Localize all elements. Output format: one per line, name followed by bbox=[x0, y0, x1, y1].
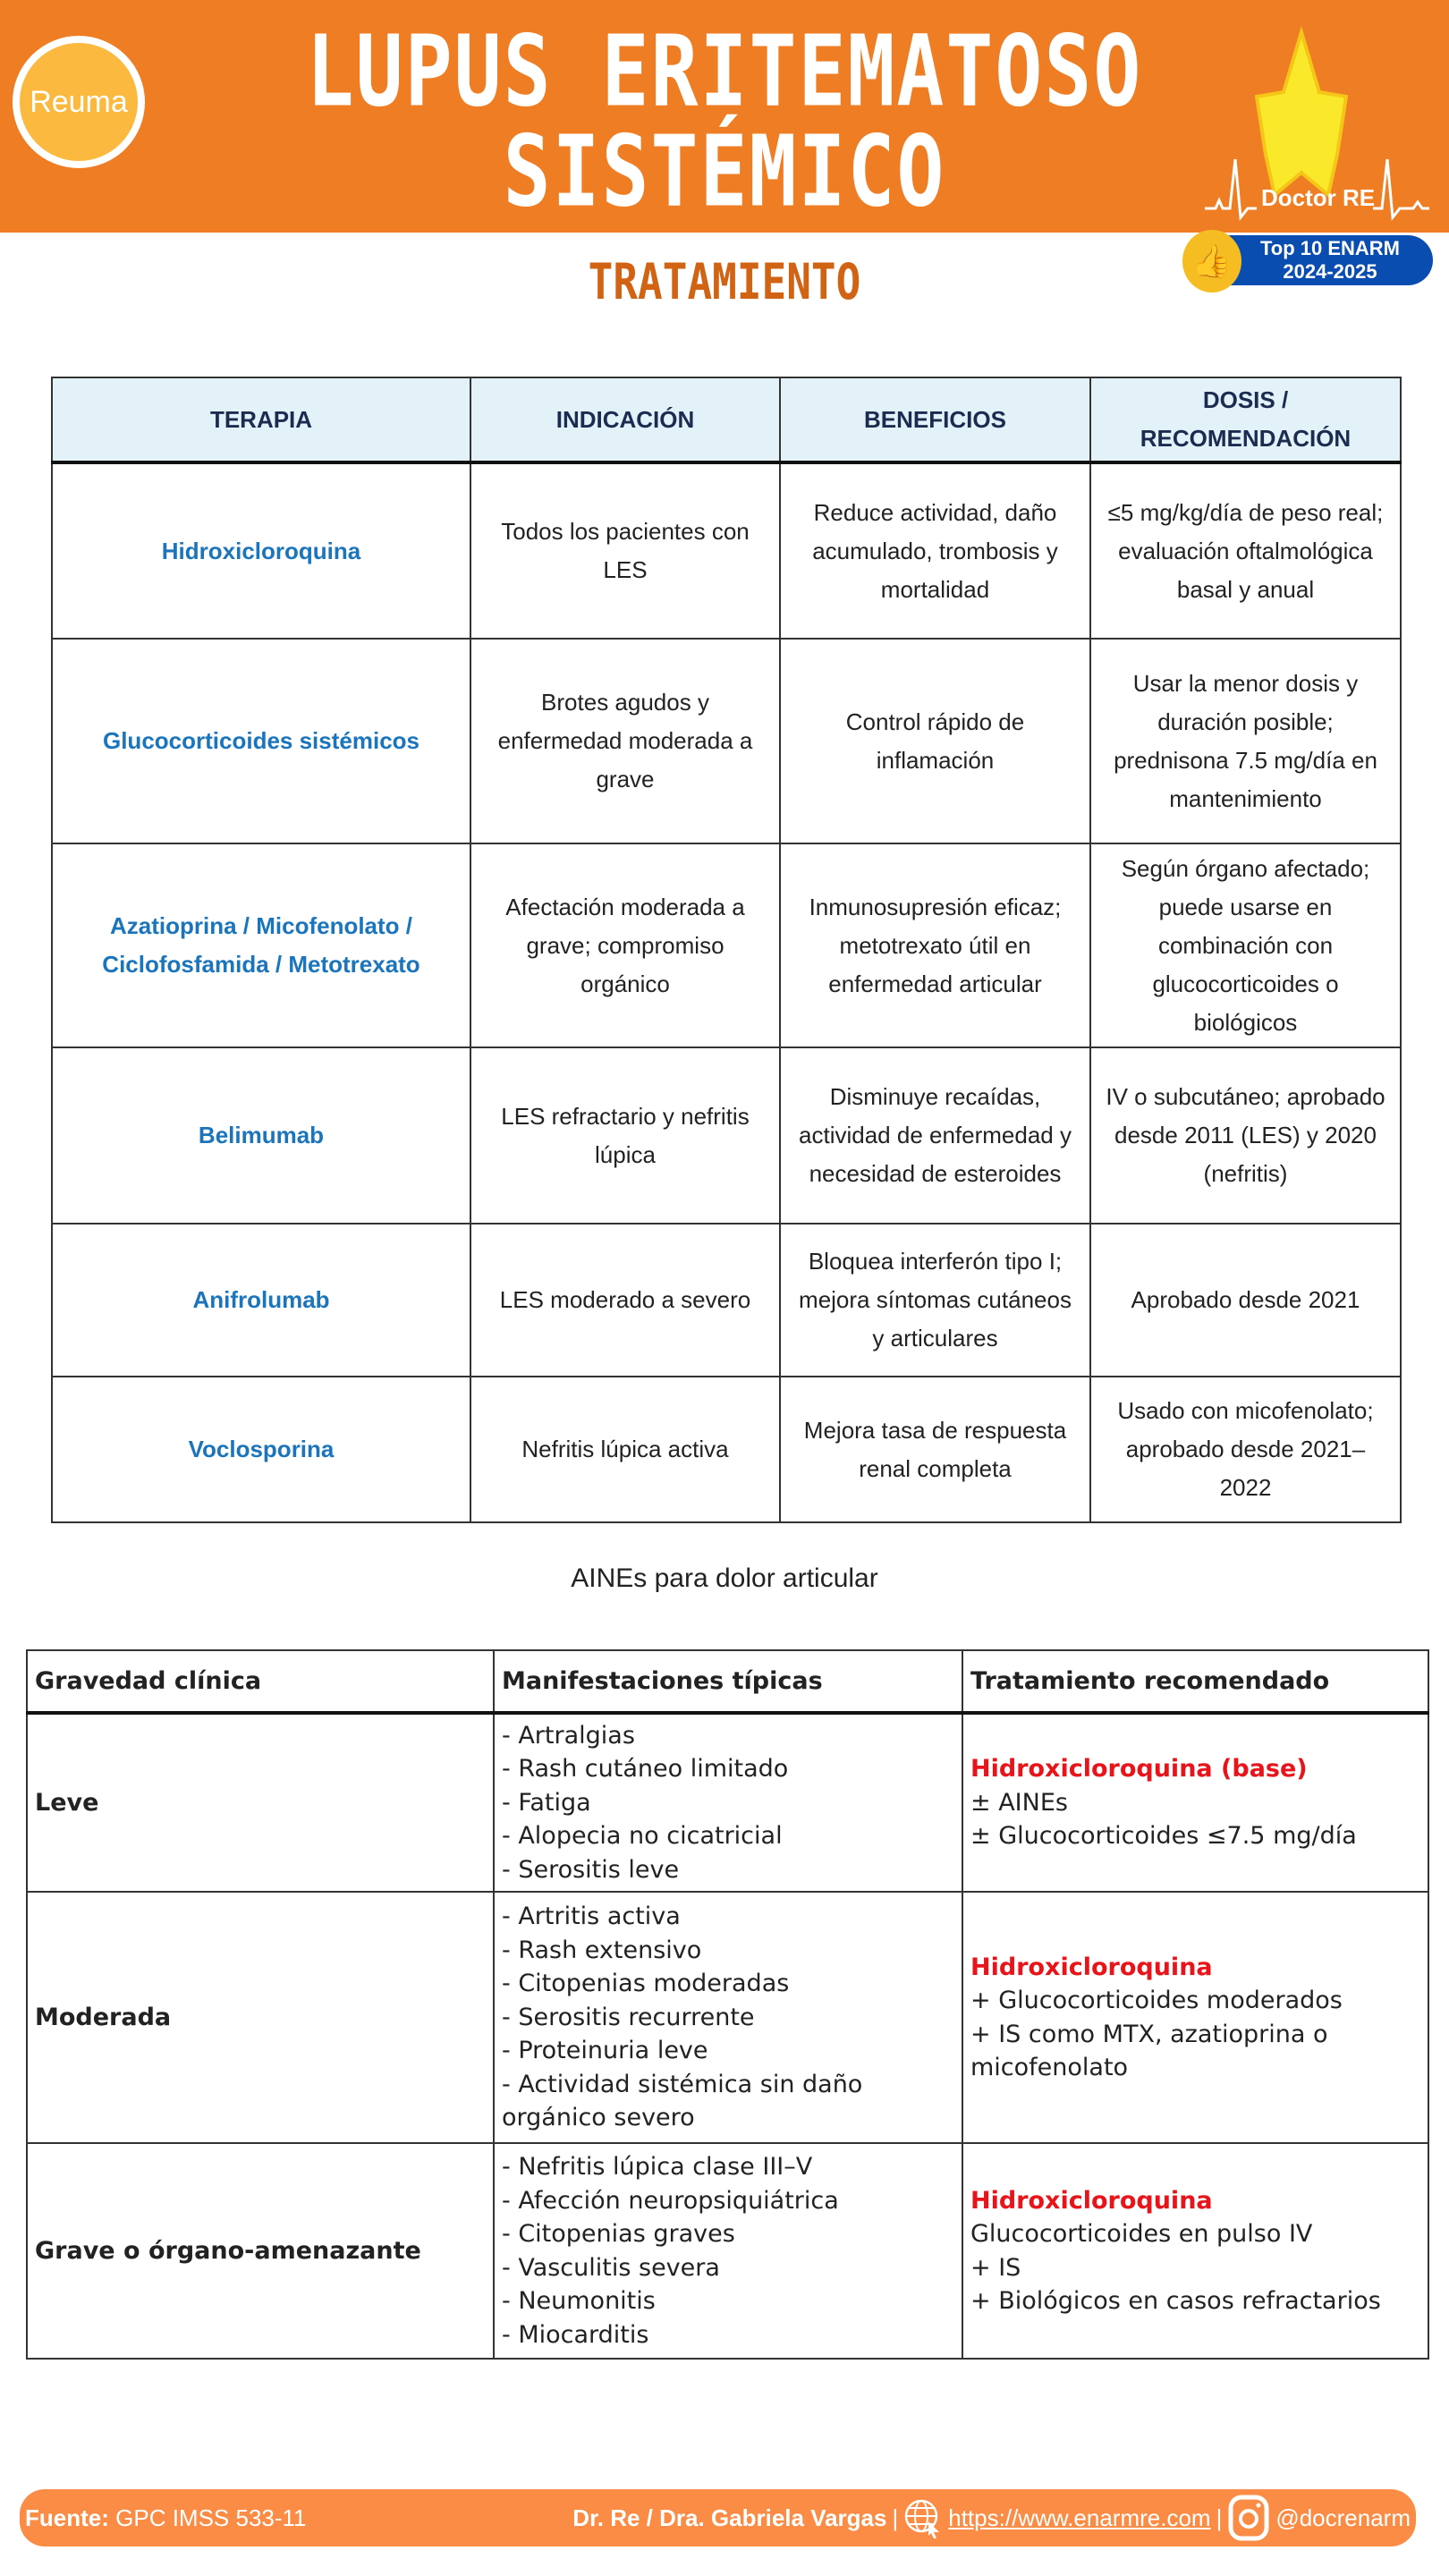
website-link[interactable]: https://www.enarmre.com bbox=[948, 2504, 1211, 2531]
indication: LES moderado a severo bbox=[470, 1224, 780, 1377]
manifestation-item: - Nefritis lúpica clase III–V bbox=[502, 2153, 813, 2181]
therapy-name: Hidroxicloroquina bbox=[52, 462, 470, 639]
manifestation-item: - Actividad sistémica sin daño orgánico severo bbox=[502, 2070, 863, 2132]
page-title-line2: SISTÉMICO bbox=[503, 114, 946, 229]
manifestation-item: - Miocarditis bbox=[502, 2320, 649, 2349]
treatment-item: + IS bbox=[970, 2253, 1021, 2282]
authors: Dr. Re / Dra. Gabriela Vargas bbox=[572, 2504, 887, 2531]
treatment-item: Glucocorticoides en pulso IV bbox=[970, 2220, 1313, 2248]
source-label: Fuente: bbox=[25, 2504, 109, 2531]
manifestation-item: - Neumonitis bbox=[502, 2287, 656, 2315]
benefits: Inmunosupresión eficaz; metotrexato útil en enfermedad articular bbox=[780, 843, 1090, 1047]
treatment-item: ± Glucocorticoides ≤7.5 mg/día bbox=[970, 1822, 1357, 1851]
table-row bbox=[52, 843, 1401, 1047]
indication: Todos los pacientes con LES bbox=[470, 462, 780, 639]
page-title-line1: LUPUS ERITEMATOSO bbox=[306, 13, 1143, 129]
benefits: Mejora tasa de respuesta renal completa bbox=[780, 1377, 1090, 1522]
benefits: Bloquea interferón tipo I; mejora síntomas cutáneos y articulares bbox=[780, 1224, 1090, 1377]
star-icon bbox=[1257, 32, 1346, 195]
dosage: ≤5 mg/kg/día de peso real; evaluación oftalmológica basal y anual bbox=[1090, 462, 1401, 639]
reuma-badge: Reuma bbox=[13, 36, 145, 168]
column-header: BENEFICIOS bbox=[780, 377, 1090, 462]
treatment-highlight: Hidroxicloroquina (base) bbox=[970, 1755, 1308, 1784]
manifestation-item: - Proteinuria leve bbox=[502, 2037, 708, 2065]
dosage: Aprobado desde 2021 bbox=[1090, 1224, 1401, 1377]
severity: Moderada bbox=[27, 1892, 494, 2143]
table-row bbox=[27, 2143, 1428, 2359]
column-header: TERAPIA bbox=[52, 377, 470, 462]
table-row bbox=[52, 1047, 1401, 1224]
manifestation-item: - Citopenias moderadas bbox=[502, 1970, 790, 1998]
dosage: IV o subcutáneo; aprobado desde 2011 (LES) y 2020 (nefritis) bbox=[1090, 1047, 1401, 1224]
treatment bbox=[962, 1713, 1428, 1892]
globe-icon bbox=[903, 2496, 943, 2539]
dosage: Según órgano afectado; puede usarse en combinación con glucocorticoides o biológicos bbox=[1090, 843, 1401, 1047]
treatment-highlight: Hidroxicloroquina bbox=[970, 2186, 1213, 2215]
instagram-icon bbox=[1227, 2495, 1270, 2541]
dosage: Usar la menor dosis y duración posible; prednisona 7.5 mg/día en mantenimiento bbox=[1090, 639, 1401, 843]
manifestation-item: - Artritis activa bbox=[502, 1902, 681, 1931]
therapy-name: Voclosporina bbox=[52, 1377, 470, 1522]
separator: | bbox=[892, 2504, 899, 2531]
note-text: AINEs para dolor articular bbox=[571, 1563, 878, 1593]
column-header: DOSIS / RECOMENDACIÓN bbox=[1090, 377, 1401, 462]
column-header: Gravedad clínica bbox=[27, 1650, 494, 1713]
severity-table bbox=[26, 1649, 1429, 2360]
header-banner bbox=[0, 0, 1449, 233]
therapy-name: Glucocorticoides sistémicos bbox=[52, 639, 470, 843]
treatment-item: + IS como MTX, azatioprina o micofenolato bbox=[970, 2020, 1328, 2081]
manifestation-item: - Artralgias bbox=[502, 1721, 635, 1750]
manifestation-item: - Citopenias graves bbox=[502, 2220, 735, 2248]
manifestations bbox=[494, 1713, 962, 1892]
award-line1: Top 10 ENARM bbox=[1259, 237, 1401, 259]
indication: LES refractario y nefritis lúpica bbox=[470, 1047, 780, 1224]
manifestation-item: - Vasculitis severa bbox=[502, 2253, 720, 2282]
column-header: Tratamiento recomendado bbox=[962, 1650, 1428, 1713]
section-title: TRATAMIENTO bbox=[588, 252, 861, 311]
therapy-table bbox=[51, 377, 1402, 1523]
separator: | bbox=[1216, 2504, 1223, 2531]
indication: Nefritis lúpica activa bbox=[470, 1377, 780, 1522]
treatment-item: + Biológicos en casos refractarios bbox=[970, 2287, 1381, 2315]
therapy-name: Belimumab bbox=[52, 1047, 470, 1224]
manifestations bbox=[494, 2143, 962, 2359]
manifestation-item: - Rash extensivo bbox=[502, 1936, 702, 1964]
benefits: Disminuye recaídas, actividad de enfermedad y necesidad de esteroides bbox=[780, 1047, 1090, 1224]
manifestation-item: - Fatiga bbox=[502, 1788, 591, 1817]
thumbs-up-icon: 👍 bbox=[1182, 230, 1241, 292]
footer-bar bbox=[20, 2489, 1416, 2546]
column-header: Manifestaciones típicas bbox=[494, 1650, 962, 1713]
severity: Leve bbox=[27, 1713, 494, 1892]
indication: Afectación moderada a grave; compromiso orgánico bbox=[470, 843, 780, 1047]
table-row bbox=[52, 462, 1401, 639]
manifestation-item: - Afección neuropsiquiátrica bbox=[502, 2186, 839, 2215]
severity: Grave o órgano-amenazante bbox=[27, 2143, 494, 2359]
table-row bbox=[27, 1892, 1428, 2143]
indication: Brotes agudos y enfermedad moderada a grave bbox=[470, 639, 780, 843]
logo-text: Doctor RE bbox=[1261, 184, 1376, 211]
manifestations bbox=[494, 1892, 962, 2143]
manifestation-item: - Alopecia no cicatricial bbox=[502, 1822, 783, 1851]
award-line2: 2024-2025 bbox=[1283, 260, 1377, 283]
column-header: INDICACIÓN bbox=[470, 377, 780, 462]
source: GPC IMSS 533-11 bbox=[115, 2504, 307, 2531]
treatment bbox=[962, 2143, 1428, 2359]
dosage: Usado con micofenolato; aprobado desde 2021–2022 bbox=[1090, 1377, 1401, 1522]
treatment bbox=[962, 1892, 1428, 2143]
treatment-highlight: Hidroxicloroquina bbox=[970, 1953, 1213, 1981]
manifestation-item: - Serositis leve bbox=[502, 1855, 680, 1884]
benefits: Reduce actividad, daño acumulado, trombosis y mortalidad bbox=[780, 462, 1090, 639]
treatment-item: + Glucocorticoides moderados bbox=[970, 1987, 1343, 2014]
table-row bbox=[27, 1713, 1428, 1892]
table-row bbox=[52, 1224, 1401, 1377]
manifestation-item: - Rash cutáneo limitado bbox=[502, 1755, 789, 1784]
manifestation-item: - Serositis recurrente bbox=[502, 2003, 755, 2031]
table-row bbox=[52, 1377, 1401, 1522]
therapy-name: Anifrolumab bbox=[52, 1224, 470, 1377]
treatment-item: ± AINEs bbox=[970, 1788, 1068, 1817]
benefits: Control rápido de inflamación bbox=[780, 639, 1090, 843]
instagram-handle[interactable]: @docrenarm bbox=[1275, 2504, 1411, 2531]
table-row bbox=[52, 639, 1401, 843]
therapy-name: Azatioprina / Micofenolato / Ciclofosfamida / Metotrexato bbox=[52, 843, 470, 1047]
